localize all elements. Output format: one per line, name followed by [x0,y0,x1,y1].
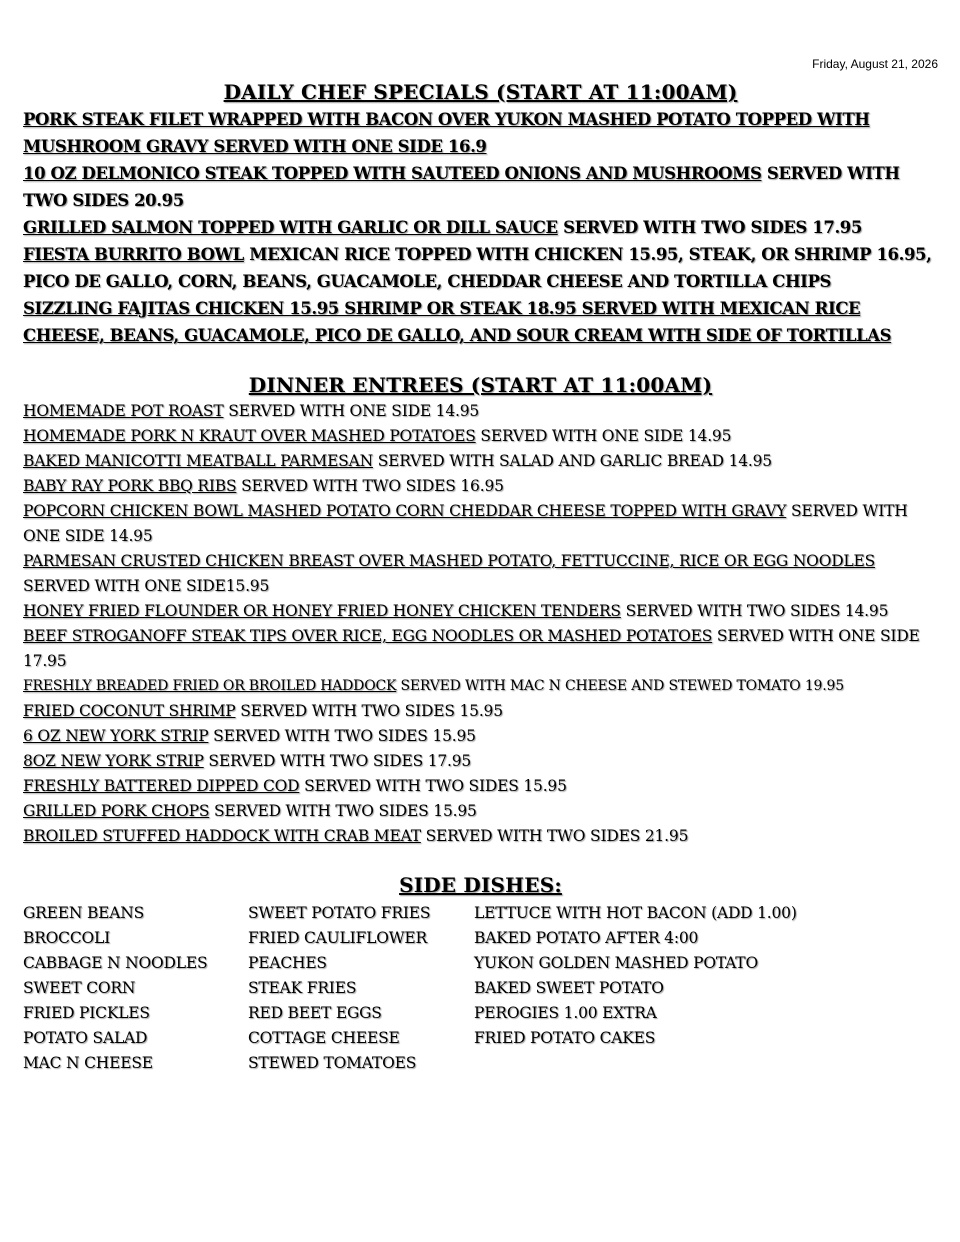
dinner-item-details: SERVED WITH TWO SIDES 15.95 [208,727,476,745]
dinner-item-details: SERVED WITH ONE SIDE 17.95 [23,627,920,670]
special-item-name: GRILLED SALMON TOPPED WITH GARLIC OR DILL SAUCE [23,218,558,237]
dinner-item [23,599,938,624]
menu [23,78,938,1076]
specials-list [23,106,938,349]
side-item: PEROGIES 1.00 EXTRA [474,1004,657,1022]
dinner-item-name: BAKED MANICOTTI MEATBALL PARMESAN [23,452,373,470]
side-item: LETTUCE WITH HOT BACON (ADD 1.00) [474,904,797,922]
dinner-item-name: PARMESAN CRUSTED CHICKEN BREAST OVER MASHED POTATO, FETTUCCINE, RICE OR EGG NOODLES [23,552,876,570]
dinner-item-name: HOMEMADE POT ROAST [23,402,224,420]
special-item [23,241,938,295]
dinner-item-details: SERVED WITH TWO SIDES 15.95 [209,802,477,820]
dinner-item-name: FRESHLY BREADED FRIED OR BROILED HADDOCK [23,678,397,694]
dinner-item [23,474,938,499]
side-item: STEAK FRIES [248,979,357,997]
dinner-item-name: 8OZ NEW YORK STRIP [23,752,204,770]
side-item: SWEET CORN [23,979,136,997]
special-item [23,214,938,241]
side-item: FRIED CAULIFLOWER [248,929,428,947]
dinner-item [23,399,938,424]
dinner-item-details: SERVED WITH TWO SIDES 17.95 [203,752,472,770]
side-item: STEWED TOMATOES [248,1054,417,1072]
dinner-item-name: BROILED STUFFED HADDOCK WITH CRAB MEAT [23,827,421,845]
side-item: COTTAGE CHEESE [248,1029,400,1047]
dinner-item [23,774,938,799]
special-item-name: PORK STEAK FILET WRAPPED WITH BACON OVER YUKON MASHED POTATO TOPPED WITH MUSHROOM GRAVY SERVED WITH ONE SIDE 16.9 [23,110,870,156]
side-item: SWEET POTATO FRIES [248,904,431,922]
side-item: POTATO SALAD [23,1029,148,1047]
special-item-name: 10 OZ DELMONICO STEAK TOPPED WITH SAUTEED ONIONS AND MUSHROOMS [23,164,762,183]
side-item: FRIED PICKLES [23,1004,150,1022]
special-item-details: SERVED WITH TWO SIDES 17.95 [557,218,862,237]
side-item: YUKON GOLDEN MASHED POTATO [474,954,758,972]
dinner-item-details: SERVED WITH SALAD AND GARLIC BREAD 14.95 [372,452,772,470]
dinner-item [23,749,938,774]
dinner-item [23,624,938,674]
dinner-item-name: HONEY FRIED FLOUNDER OR HONEY FRIED HONEY CHICKEN TENDERS [23,602,621,620]
special-item-name: SIZZLING FAJITAS CHICKEN 15.95 SHRIMP OR STEAK 18.95 SERVED WITH MEXICAN RICE CHEESE, BEANS, GUACAMOLE, PICO DE GALLO, AND SOUR CREAM WITH SIDE OF TORTILLAS [23,299,892,345]
dinner-item-details: SERVED WITH TWO SIDES 21.95 [420,827,689,845]
dinner-item-details: SERVED WITH TWO SIDES 16.95 [236,477,504,495]
dinner-item-name: BABY RAY PORK BBQ RIBS [23,477,237,495]
special-item [23,160,938,214]
dinner-item-details: SERVED WITH TWO SIDES 14.95 [620,602,889,620]
side-item [474,1051,938,1076]
side-item: CABBAGE N NOODLES [23,954,208,972]
dinner-item [23,699,938,724]
side-item: MAC N CHEESE [23,1054,153,1072]
dinner-item-name: FRIED COCONUT SHRIMP [23,702,236,720]
side-item: BAKED POTATO AFTER 4:00 [474,929,699,947]
side-item: GREEN BEANS [23,904,145,922]
special-item-details: SERVED WITH TWO SIDES 20.95 [23,164,900,210]
dinner-item-details: SERVED WITH MAC N CHEESE AND STEWED TOMATO 19.95 [396,678,844,694]
side-item: FRIED POTATO CAKES [474,1029,656,1047]
special-item-name: FIESTA BURRITO BOWL [23,245,244,264]
side-item: RED BEET EGGS [248,1004,382,1022]
dinner-item-details: SERVED WITH TWO SIDES 15.95 [235,702,503,720]
dinner-item-name: FRESHLY BATTERED DIPPED COD [23,777,300,795]
dinner-item-name: POPCORN CHICKEN BOWL MASHED POTATO CORN CHEDDAR CHEESE TOPPED WITH GRAVY [23,502,787,520]
dinner-item [23,799,938,824]
dinner-heading: DINNER ENTREES (START AT 11:00AM) [248,373,713,397]
dinner-item-name: GRILLED PORK CHOPS [23,802,210,820]
sides-heading: SIDE DISHES: [399,873,562,897]
dinner-item-name: 6 OZ NEW YORK STRIP [23,727,209,745]
side-item: PEACHES [248,954,327,972]
dinner-item [23,724,938,749]
dinner-item [23,449,938,474]
side-item: BAKED SWEET POTATO [474,979,664,997]
dinner-item-name: HOMEMADE PORK N KRAUT OVER MASHED POTATOES [23,427,476,445]
dinner-item [23,499,938,549]
dinner-item [23,549,938,599]
side-item: BROCCOLI [23,929,111,947]
dinner-item [23,674,938,699]
dinner-item [23,824,938,849]
date-stamp: Friday, August 21, 2026 [812,57,938,71]
specials-heading: DAILY CHEF SPECIALS (START AT 11:00AM) [223,80,738,104]
dinner-item [23,424,938,449]
special-item [23,106,938,160]
dinner-item-details: SERVED WITH ONE SIDE15.95 [23,577,270,595]
dinner-item-details: SERVED WITH ONE SIDE 14.95 [23,502,908,545]
dinner-item-name: BEEF STROGANOFF STEAK TIPS OVER RICE, EGG NOODLES OR MASHED POTATOES [23,627,713,645]
special-item-details: MEXICAN RICE TOPPED WITH CHICKEN 15.95, STEAK, OR SHRIMP 16.95, PICO DE GALLO, CORN, BEANS, GUACAMOLE, CHEDDAR CHEESE AND TORTILLA CHIPS [23,245,932,291]
sides-grid [23,901,938,1076]
dinner-item-details: SERVED WITH TWO SIDES 15.95 [299,777,567,795]
dinner-item-details: SERVED WITH ONE SIDE 14.95 [223,402,480,420]
dinner-item-details: SERVED WITH ONE SIDE 14.95 [475,427,732,445]
special-item [23,295,938,349]
dinner-list [23,399,938,849]
